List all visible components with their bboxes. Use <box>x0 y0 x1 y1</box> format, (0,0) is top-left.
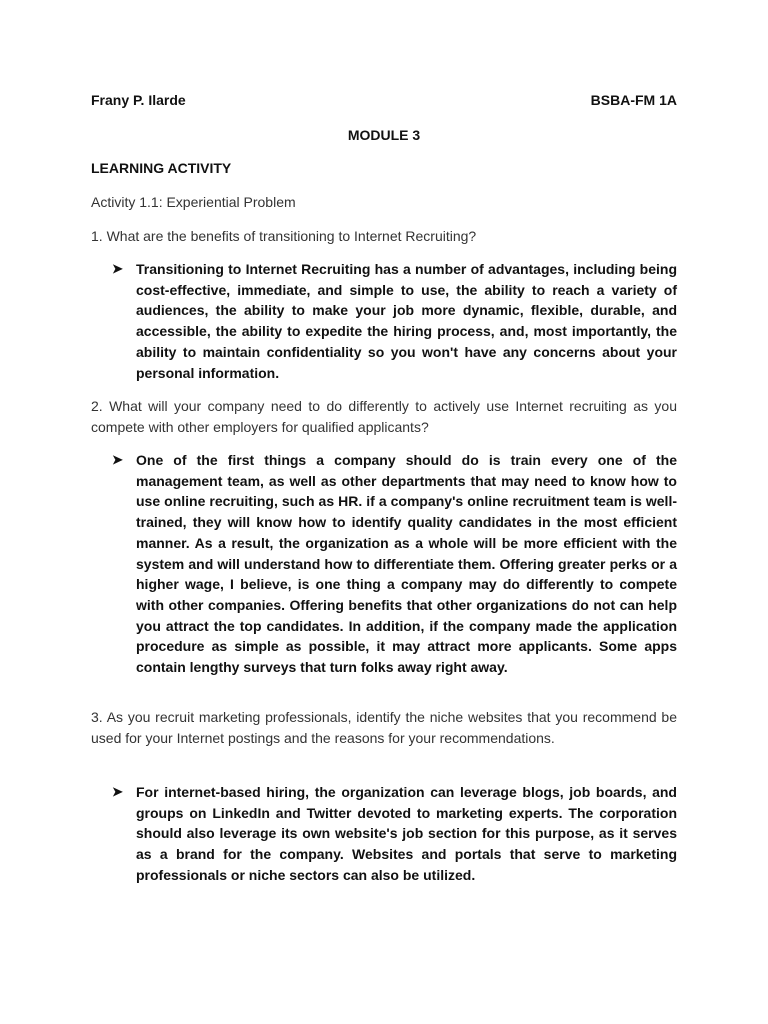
section-heading: LEARNING ACTIVITY <box>91 160 232 176</box>
answer-1-text: Transitioning to Internet Recruiting has a number of advantages, including being cost-effective, immediate, and simple to use, the ability to reach a variety of audiences, the ability to make your job more dynamic, flexible, durable, and accessible, the ability to expedite the hiring process, and, most importantly, the ability to maintain confidentiality so you won't have any concerns about your personal information. <box>136 261 677 381</box>
answer-3-text: For internet-based hiring, the organization can leverage blogs, job boards, and groups on LinkedIn and Twitter devoted to marketing experts. The corporation should also leverage its own website's job section for this purpose, as it serves as a brand for the company. Websites and portals that serve to marketing professionals or niche sectors can also be utilized. <box>136 784 677 883</box>
activity-title: Activity 1.1: Experiential Problem <box>91 194 296 210</box>
question-3: 3. As you recruit marketing professionals, identify the niche websites that you recommend be used for your Internet postings and the reasons for your recommendations. <box>91 709 677 746</box>
document-header <box>91 92 677 108</box>
arrowhead-bullet-icon: ➤ <box>112 261 123 276</box>
arrowhead-bullet-icon: ➤ <box>112 452 123 467</box>
answer-3 <box>112 782 677 886</box>
student-name: Frany P. Ilarde <box>91 92 186 108</box>
answer-2-text: One of the first things a company should do is train every one of the management team, as well as other departments that may need to know how to use online recruiting, such as HR. if a company's online recruitment team is well-trained, they will know how to identify quality candidates in the most efficient manner. As a result, the organization as a whole will be more efficient with the system and will understand how to differentiate them. Offering greater perks or a higher wage, I believe, is one thing a company may do differently to compete with other companies. Offering benefits that other organizations do not can help you attract the top candidates. In addition, if the company made the application procedure as simple as possible, it may attract more applicants. Some apps contain lengthy surveys that turn folks away right away. <box>136 452 677 676</box>
question-2: 2. What will your company need to do differently to actively use Internet recruiting as you compete with other employers for qualified applicants? <box>91 398 677 435</box>
module-title: MODULE 3 <box>347 127 421 143</box>
answer-2 <box>112 450 677 678</box>
question-1: 1. What are the benefits of transitioning to Internet Recruiting? <box>91 228 477 244</box>
answer-1 <box>112 259 677 383</box>
arrowhead-bullet-icon: ➤ <box>112 784 123 799</box>
course-code: BSBA-FM 1A <box>590 92 677 108</box>
